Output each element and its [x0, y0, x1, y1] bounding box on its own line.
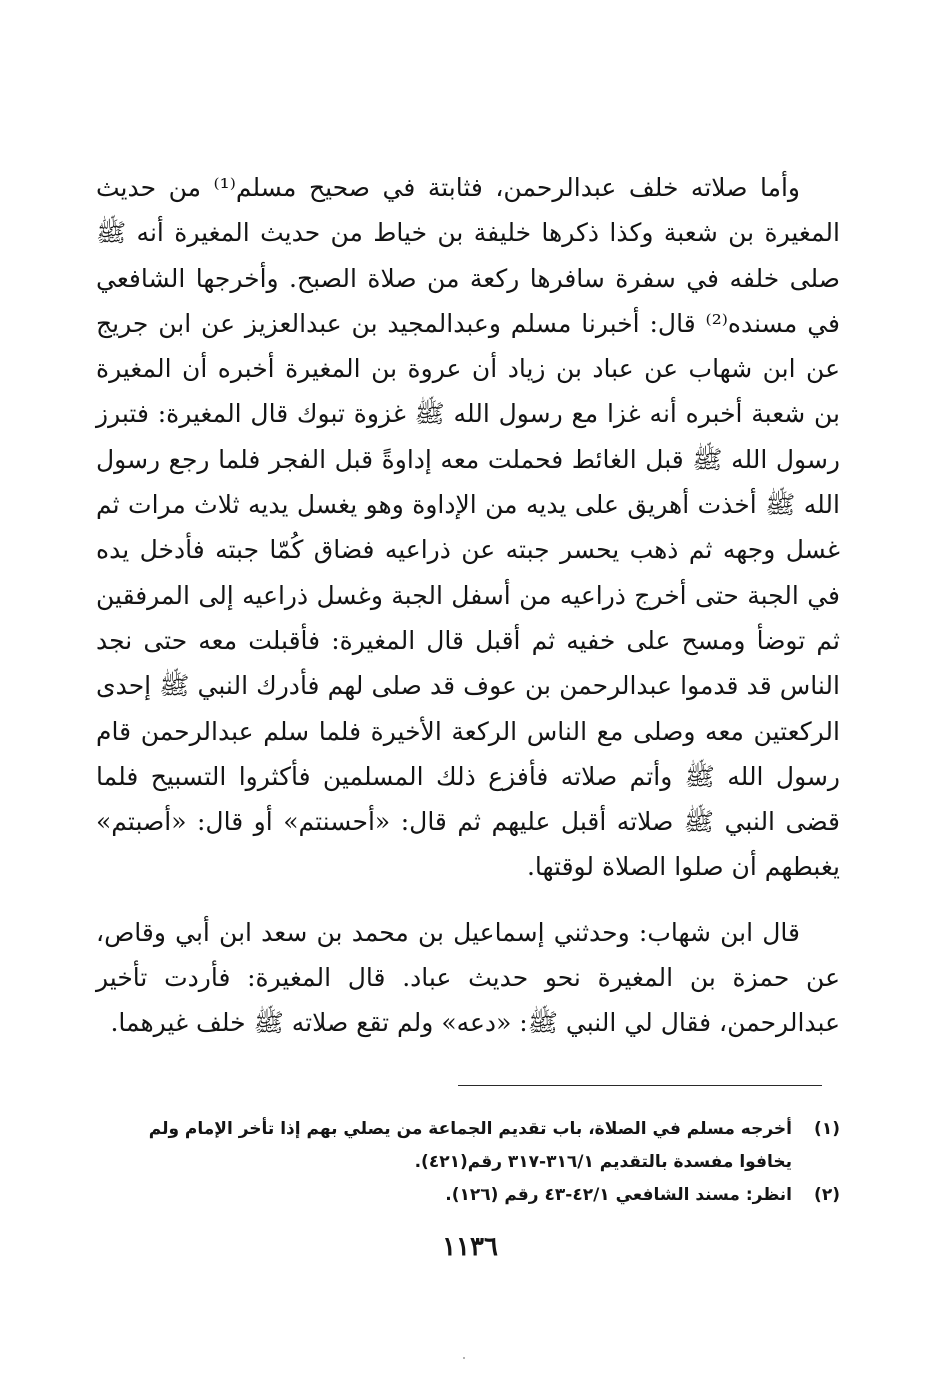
- footnotes: [96, 1113, 840, 1212]
- footnote-separator: [458, 1085, 822, 1086]
- page-number: ١١٣٦: [442, 1232, 498, 1262]
- footnote-1: [96, 1113, 840, 1179]
- footnote-1-marker: (١): [814, 1119, 840, 1139]
- footnote-2-marker: (٢): [814, 1185, 840, 1205]
- paragraph-2: قال ابن شهاب: وحدثني إسماعيل بن محمد بن سعد ابن أبي وقاص، عن حمزة بن المغيرة نحو حديث عباد. قال المغيرة: فأردت تأخير عبدالرحمن، فقال لي النبي ﷺ: «دعه» ولم تقع صلاته ﷺ خلف غيرهما.: [96, 917, 840, 1038]
- main-text: [96, 165, 840, 1046]
- footnote-2-text: انظر: مسند الشافعي ٤٢/١-٤٣ رقم (١٢٦).: [445, 1185, 792, 1205]
- footnote-1-text: أخرجه مسلم في الصلاة، باب تقديم الجماعة من يصلي بهم إذا تأخر الإمام ولم يخافوا مفسدة بالتقديم ٣١٦/١-٣١٧ رقم(٤٢١).: [148, 1119, 792, 1172]
- paragraph-1: وأما صلاته خلف عبدالرحمن، فثابتة في صحيح مسلم⁽¹⁾ من حديث المغيرة بن شعبة وكذا ذكرها خليفة بن خياط من حديث المغيرة أنه ﷺ صلى خلفه في سفرة سافرها ركعة من صلاة الصبح. وأخرجها الشافعي في مسنده⁽²⁾ قال: أخبرنا مسلم وعبدالمجيد بن عبدالعزيز عن ابن جريج عن ابن شهاب عن عباد بن زياد أن عروة بن المغيرة أخبره أن المغيرة بن شعبة أخبره أنه غزا مع رسول الله ﷺ غزوة تبوك قال المغيرة: فتبرز رسول الله ﷺ قبل الغائط فحملت معه إداوةً قبل الفجر فلما رجع رسول الله ﷺ أخذت أهريق على يديه من الإداوة وهو يغسل يديه ثلاث مرات ثم غسل وجهه ثم ذهب يحسر جبته عن ذراعيه فضاق كُمّا جبته فأدخل يده في الجبة حتى أخرج ذراعيه من أسفل الجبة وغسل ذراعيه إلى المرفقين ثم توضأ ومسح على خفيه ثم أقبل قال المغيرة: فأقبلت معه حتى نجد الناس قد قدموا عبدالرحمن بن عوف قد صلى لهم فأدرك النبي ﷺ إحدى الركعتين معه وصلى مع الناس الركعة الأخيرة فلما سلم عبدالرحمن قام رسول الله ﷺ وأتم صلاته فأفزع ذلك المسلمين فأكثروا التسبيح فلما قضى النبي ﷺ صلاته أقبل عليهم ثم قال: «أحسنتم» أو قال: «أصبتم» يغبطهم أن صلوا الصلاة لوقتها.: [96, 173, 840, 882]
- scan-speck: [463, 1357, 465, 1359]
- footnote-2: [96, 1179, 840, 1212]
